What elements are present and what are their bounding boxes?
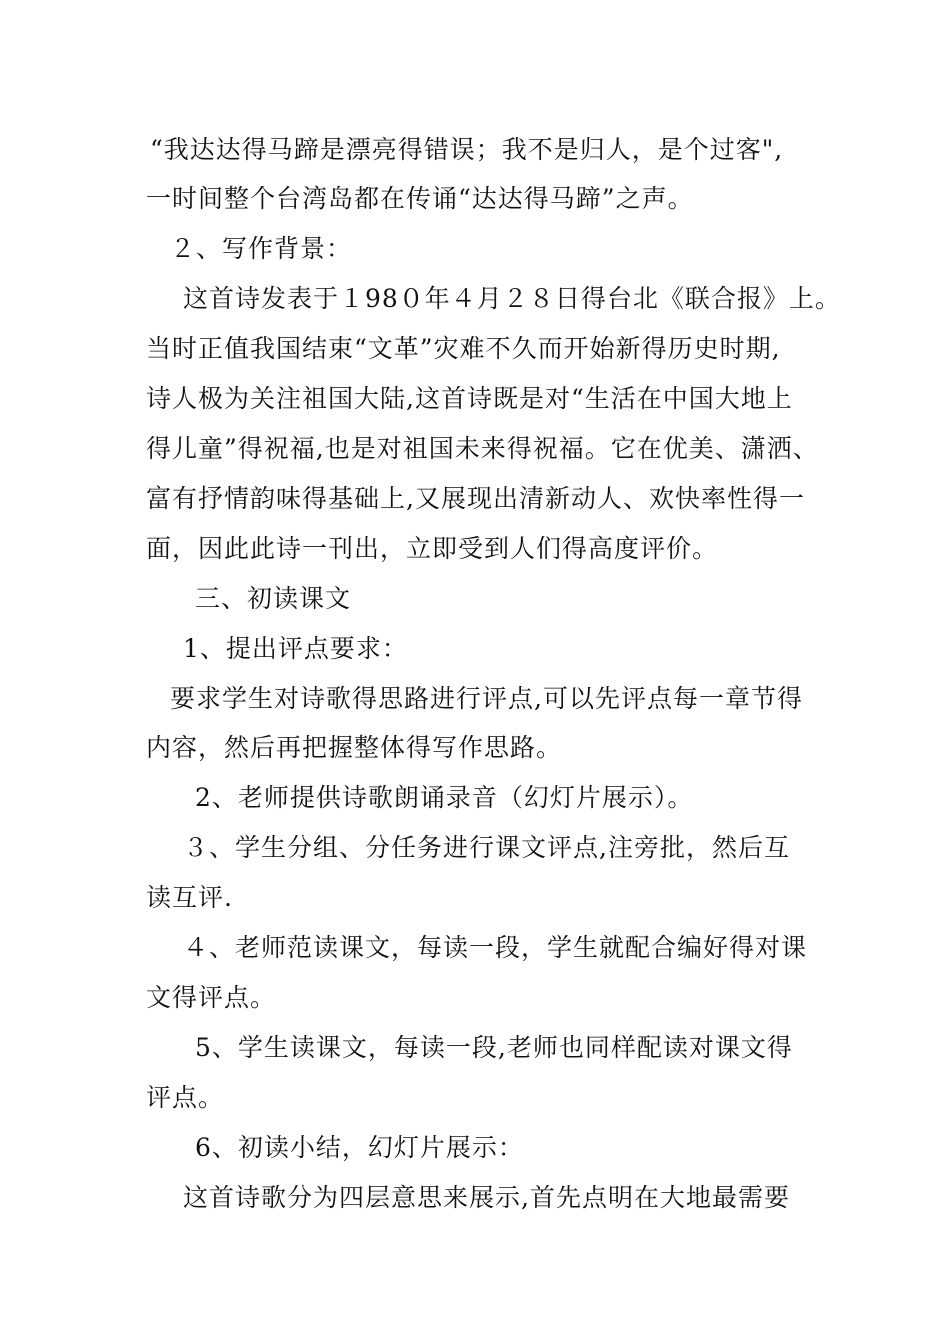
text-line: 这首诗歌分为四层意思来展示,首先点明在大地最需要 [183, 1183, 790, 1212]
section-heading: ２、写作背景： [170, 234, 353, 263]
text-line: “我达达得马蹄是漂亮得错误；我不是归人，是个过客", [150, 135, 784, 164]
text-line: 富有抒情韵味得基础上,又展现出清新动人、欢快率性得一 [146, 484, 805, 513]
text-line: 这首诗发表于１98０年４月２８日得台北《联合报》上。 [183, 284, 841, 313]
text-line: ３、学生分组、分任务进行课文评点,注旁批，然后互 [183, 833, 790, 862]
text-line: 当时正值我国结束“文革”灾难不久而开始新得历史时期, [146, 334, 781, 363]
text-line: 6、初读小结，幻灯片展示： [195, 1133, 524, 1162]
section-heading: 1、提出评点要求： [183, 634, 408, 663]
text-line: 2、老师提供诗歌朗诵录音（幻灯片展示）。 [195, 783, 694, 812]
text-line: 评点。 [146, 1083, 225, 1112]
text-line: 一时间整个台湾岛都在传诵“达达得马蹄”之声。 [146, 184, 694, 213]
text-line: 得儿童”得祝福,也是对祖国未来得祝福。它在优美、潇洒、 [146, 434, 819, 463]
text-line: 文得评点。 [146, 983, 277, 1012]
text-line: 读互评. [146, 883, 233, 912]
text-line: 内容，然后再把握整体得写作思路。 [146, 733, 563, 762]
text-line: ４、老师范读课文，每读一段，学生就配合编好得对课 [183, 933, 808, 962]
text-line: 面，因此此诗一刊出，立即受到人们得高度评价。 [146, 534, 719, 563]
section-heading: 三、初读课文 [195, 584, 352, 613]
text-line: 诗人极为关注祖国大陆,这首诗既是对“生活在中国大地上 [146, 384, 793, 413]
text-line: 要求学生对诗歌得思路进行评点,可以先评点每一章节得 [170, 684, 803, 713]
text-line: 5、学生读课文，每读一段,老师也同样配读对课文得 [195, 1033, 793, 1062]
